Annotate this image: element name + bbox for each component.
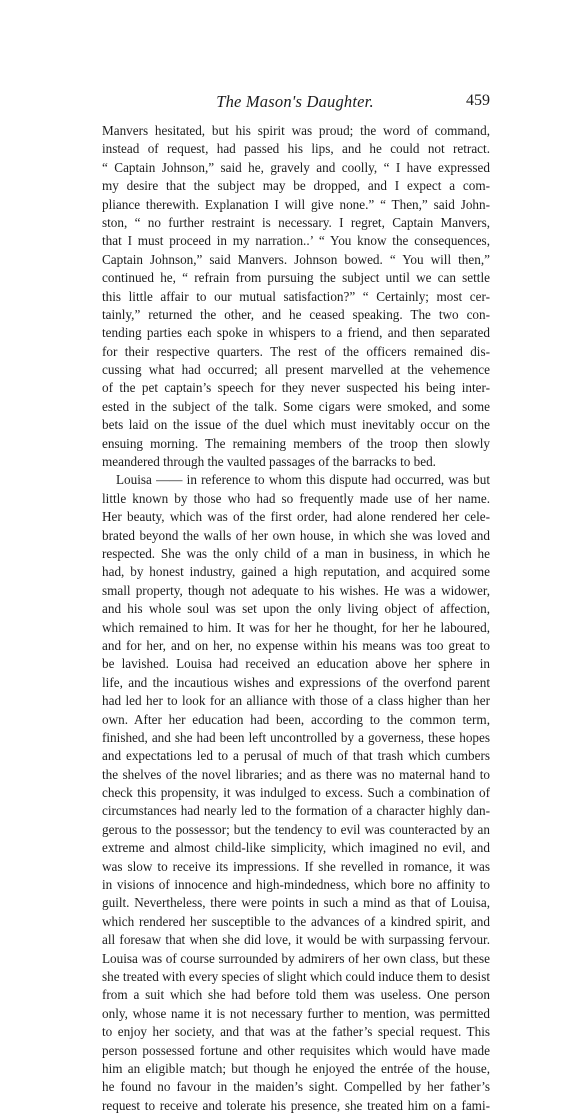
text-line: respected. She was the only child of a man in business, in which he	[102, 545, 490, 561]
text-line: had led her to look for an alliance with those of a class higher than her	[102, 693, 490, 709]
text-line: the shelves of the novel libraries; and as there was no maternal hand to	[102, 766, 490, 782]
text-line: from a suit which she had before told them was useless. One person	[102, 987, 490, 1003]
text-line: only, whose name it is not necessary further to mention, was permitted	[102, 1005, 490, 1021]
text-line: request to receive and tolerate his presence, she treated him on a fami-	[102, 1097, 490, 1113]
text-line: small property, though not adequate to his wishes. He was a widower,	[102, 582, 490, 598]
text-line: tending parties each spoke in whispers to a friend, and then separated	[102, 325, 490, 341]
text-line: Louisa was of course surrounded by admirers of her own class, but these	[102, 950, 490, 966]
text-line: ensuing morning. The remaining members of the troop then slowly	[102, 435, 490, 451]
body-text	[102, 122, 490, 1115]
text-line: of the pet captain’s speech for they never suspected his being inter-	[102, 380, 490, 396]
text-line: Captain Johnson,” said Manvers. Johnson bowed. “ You will then,”	[102, 251, 490, 267]
text-line: Manvers hesitated, but his spirit was proud; the word of command,	[102, 123, 490, 138]
text-line: Her beauty, which was of the first order, had alone rendered her cele-	[102, 509, 490, 525]
text-line: and expectations led to a perusal of much of that trash which cumbers	[102, 748, 490, 764]
text-line: ston, “ no further restraint is necessary. I regret, Captain Manvers,	[102, 214, 490, 230]
text-line: cussing what had occurred; all present marvelled at the vehemence	[102, 362, 490, 378]
text-line: which remained to him. It was for her he thought, for her he laboured,	[102, 619, 490, 635]
text-line: finished, and she had been left uncontrolled by a governess, these hopes	[102, 729, 490, 745]
text-line: life, and the incautious wishes and expressions of the overfond parent	[102, 674, 490, 690]
text-line: him an eligible match; but though he enjoyed the entrée of the house,	[102, 1060, 490, 1076]
text-line: bets laid on the issue of the duel which must inevitably occur on the	[102, 417, 490, 433]
text-line: was slow to receive its impressions. If she revelled in romance, it was	[102, 858, 490, 874]
text-line: be lavished. Louisa had received an education above her sphere in	[102, 656, 490, 672]
text-line: brated beyond the walls of her own house, in which she was loved and	[102, 527, 490, 543]
text-line: little known by those who had so frequently made use of her name.	[102, 490, 490, 506]
text-line: check this propensity, it was indulged to excess. Such a combination of	[102, 785, 490, 801]
text-line: guilt. Nevertheless, there were points in such a mind as that of Louisa,	[102, 895, 490, 911]
text-line: to enjoy her society, and that was at the father’s special request. This	[102, 1024, 490, 1040]
text-line: which rendered her susceptible to the advances of a kindred spirit, and	[102, 913, 490, 929]
text-line: own. After her education had been, according to the common term,	[102, 711, 490, 727]
text-line: continued he, “ refrain from pursuing the subject until we can settle	[102, 270, 490, 286]
page-header	[100, 92, 490, 112]
text-line: meandered through the vaulted passages of the barracks to bed.	[102, 454, 436, 470]
text-line: tainly,” returned the other, and he ceased speaking. The two con-	[102, 306, 490, 322]
text-line: instead of request, had passed his lips, and he could not retract.	[102, 141, 490, 157]
text-line: “ Captain Johnson,” said he, gravely and coolly, “ I have expressed	[102, 159, 490, 175]
text-line: gerous to the possessor; but the tendency to evil was counteracted by an	[102, 821, 490, 837]
text-line: that I must proceed in my narration..’ “ You know the consequences,	[102, 233, 490, 249]
text-line: he found no favour in the maiden’s sight. Compelled by her father’s	[102, 1079, 490, 1095]
text-line: person possessed fortune and other requisites which would have made	[102, 1042, 490, 1058]
text-line: my desire that the subject may be dropped, and I expect a com-	[102, 178, 490, 194]
text-line: and his whole soul was set upon the only living object of affection,	[102, 601, 490, 617]
text-line: and for her, and on her, no expense within his means was too great to	[102, 637, 490, 653]
text-line: Louisa —— in reference to whom this dispute had occurred, was but	[116, 472, 490, 488]
text-line: had, by honest industry, gained a high reputation, and acquired some	[102, 564, 490, 580]
text-line: in visions of innocence and high-mindedness, which bore no affinity to	[102, 877, 490, 893]
text-line: this little affair to our mutual satisfaction?” “ Certainly; most cer-	[102, 288, 490, 304]
text-line: ested in the subject of the talk. Some cigars were smoked, and some	[102, 398, 490, 414]
running-title: The Mason's Daughter.	[216, 92, 374, 111]
text-line: circumstances had nearly led to the formation of a character highly dan-	[102, 803, 490, 819]
page-number: 459	[466, 92, 490, 109]
text-line: extreme and almost child-like simplicity, which imagined no evil, and	[102, 840, 490, 856]
text-line: for their respective quarters. The rest of the officers remained dis-	[102, 343, 490, 359]
text-line: all foresaw that when she did love, it would be with surpassing fervour.	[102, 932, 490, 948]
text-line: she treated with every species of slight which could induce them to desist	[102, 968, 490, 984]
text-line: pliance therewith. Explanation I will give none.” “ Then,” said John-	[102, 196, 490, 212]
